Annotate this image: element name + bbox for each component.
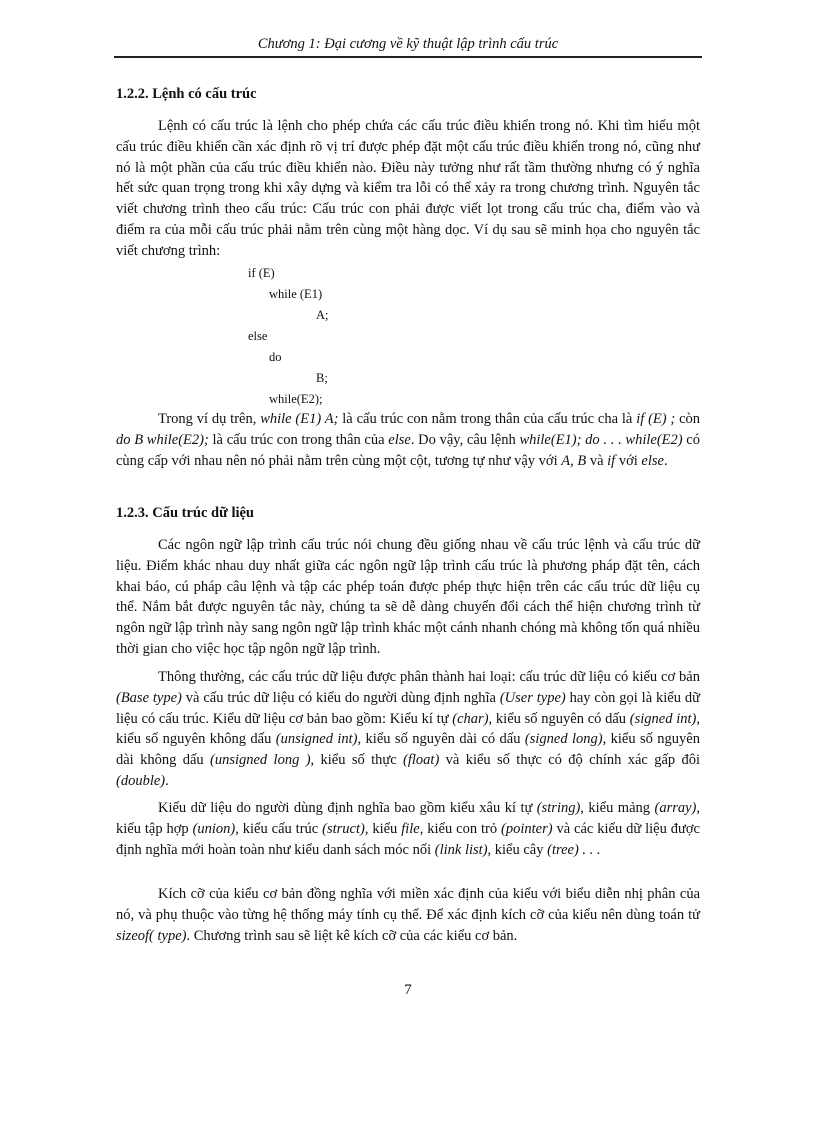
paragraph-data-structures-intro: Các ngôn ngữ lập trình cấu trúc nói chung đều giống nhau về cấu trúc lệnh và cấu trúc dữ liệu. Điểm khác nhau duy nhất giữa các ngôn ngữ lập trình cấu trúc là phương pháp đặt tên, cách khai báo, cú pháp câu lệnh và tập các phép toán được phép thực hiện trên các cấu trúc dữ liệu cụ thể. Nắm bắt được nguyên tắc này, chúng ta sẽ dễ dàng chuyển đổi cách thể hiện chương trình từ ngôn ngữ lập trình này sang ngôn ngữ lập trình khác một cánh nhanh chóng mà không tốn quá nhiều thời gian cho việc học tập ngôn ngữ lập trình. xyxy=(116,537,700,657)
code-line: while(E2); xyxy=(269,392,323,406)
paragraph-base-types: Thông thường, các cấu trúc dữ liệu được phân thành hai loại: cấu trúc dữ liệu có kiểu cơ bản (Base type) và cấu trúc dữ liệu có kiểu do người dùng định nghĩa (User type) hay còn gọi là kiểu dữ liệu có cấu trúc. Kiểu dữ liệu cơ bản bao gồm: Kiểu kí tự (char), kiểu số nguyên có dấu (signed int), kiểu số nguyên không dấu (unsigned int), kiểu số nguyên dài có dấu (signed long), kiểu số nguyên dài không dấu (unsigned long ), kiểu số thực (float) và kiểu số thực có độ chính xác gấp đôi (double). xyxy=(116,669,701,789)
code-line: if (E) xyxy=(248,266,275,280)
code-line: while (E1) xyxy=(269,287,323,301)
code-line: B; xyxy=(316,371,328,385)
header-divider xyxy=(114,56,702,58)
section-heading-1-2-2: 1.2.2. Lệnh có cấu trúc xyxy=(116,86,257,102)
code-line: A; xyxy=(316,308,329,322)
paragraph-user-types: Kiểu dữ liệu do người dùng định nghĩa bao gồm kiểu xâu kí tự (string), kiểu mảng (array), kiểu tập hợp (union), kiểu cấu trúc (struct), kiểu file, kiểu con trỏ (pointer) và các kiểu dữ liệu được định nghĩa mới hoàn toàn như kiểu danh sách móc nối (link list), kiểu cây (tree) . . . xyxy=(116,800,700,858)
page-number: 7 xyxy=(404,982,412,998)
paragraph-example-explanation: Trong ví dụ trên, while (E1) A; là cấu trúc con nằm trong thân của cấu trúc cha là if (E) ; còn do B while(E2); là cấu trúc con trong thân của else. Do vậy, câu lệnh while(E1); do . . . while(E2) có cùng cấp với nhau nên nó phải nằm trên cùng một cột, tương tự như vậy với A, B và if với else. xyxy=(116,411,701,469)
paragraph-sizeof: Kích cỡ của kiểu cơ bản đồng nghĩa với miền xác định của kiểu với biểu diễn nhị phân của nó, và phụ thuộc vào từng hệ thống máy tính cụ thể. Để xác định kích cỡ của kiểu nên dùng toán tử sizeof( type). Chương trình sau sẽ liệt kê kích cỡ của các kiểu cơ bản. xyxy=(116,886,700,944)
running-header: Chương 1: Đại cương về kỹ thuật lập trình cấu trúc xyxy=(257,36,559,52)
code-line: else xyxy=(248,329,268,343)
paragraph-structured-statements: Lệnh có cấu trúc là lệnh cho phép chứa các cấu trúc điều khiển trong nó. Khi tìm hiểu một cấu trúc điều khiển cần xác định rõ vị trí được phép đặt một cấu trúc điều khiển trong nó, cũng như nó là một phần của cấu trúc điều khiển nào. Điều này tưởng như rất tầm thường nhưng có ý nghĩa hết sức quan trọng trong khi xây dựng và kiểm tra lỗi có thể xảy ra trong chương trình. Nguyên tắc viết chương trình theo cấu trúc: Cấu trúc con phải được viết lọt trong cấu trúc cha, điểm vào và điểm ra của mỗi cấu trúc phải nằm trên cùng một hàng dọc. Ví dụ sau sẽ minh họa cho nguyên tắc viết chương trình: xyxy=(116,118,700,259)
section-heading-1-2-3: 1.2.3. Cấu trúc dữ liệu xyxy=(116,505,254,521)
code-line: do xyxy=(269,350,282,364)
